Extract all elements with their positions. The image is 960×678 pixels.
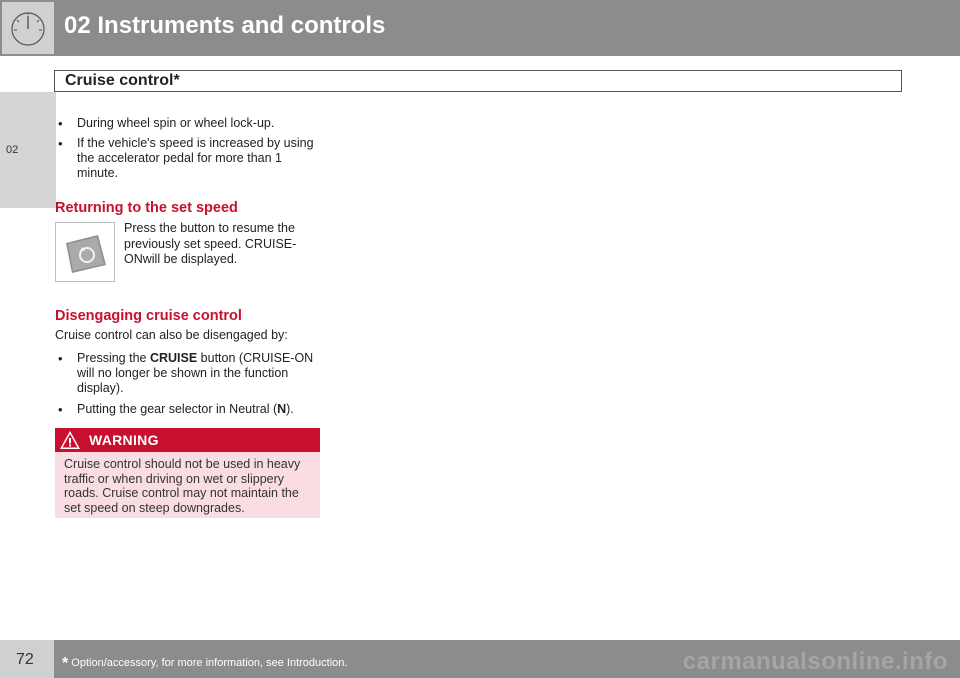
warning-title: WARNING	[89, 432, 159, 448]
footnote: * Option/accessory, for more information, see Introduction.	[62, 655, 348, 672]
list-item: • Putting the gear selector in Neutral (N).	[55, 402, 321, 417]
page-number: 72	[16, 651, 34, 668]
warning-header	[55, 428, 320, 452]
page-header	[0, 0, 960, 56]
section-title-box	[54, 70, 902, 92]
intro-bullet-list	[55, 116, 321, 181]
warning-triangle-icon	[59, 430, 81, 450]
list-item: • During wheel spin or wheel lock-up.	[55, 116, 321, 131]
speedometer-icon	[2, 2, 54, 54]
disengaging-heading: Disengaging cruise control	[55, 308, 242, 324]
returning-text: Press the button to resume the previously set speed. CRUISE-ONwill be displayed.	[124, 221, 297, 266]
disengaging-bullet-list	[55, 351, 321, 417]
page-number-tab	[0, 640, 54, 678]
disengaging-intro: Cruise control can also be disengaged by:	[55, 328, 288, 342]
list-item: • Pressing the CRUISE button (CRUISE-ON will no longer be shown in the function display).	[55, 351, 321, 396]
resume-button-illustration	[55, 222, 115, 282]
watermark: carmanualsonline.info	[682, 648, 948, 675]
returning-heading: Returning to the set speed	[55, 200, 238, 216]
resume-icon	[60, 229, 110, 277]
list-item: • If the vehicle's speed is increased by using the accelerator pedal for more than 1 minute.	[55, 136, 321, 181]
warning-text: Cruise control should not be used in heavy traffic or when driving on wet or slippery roads. Cruise control may not maintain the set speed on steep downgrades.	[55, 452, 320, 518]
page-footer	[0, 640, 960, 678]
chapter-tab	[0, 92, 56, 208]
section-title: Cruise control*	[65, 72, 180, 89]
chapter-title: 02 Instruments and controls	[64, 12, 386, 39]
chapter-tab-label: 02	[6, 144, 19, 156]
